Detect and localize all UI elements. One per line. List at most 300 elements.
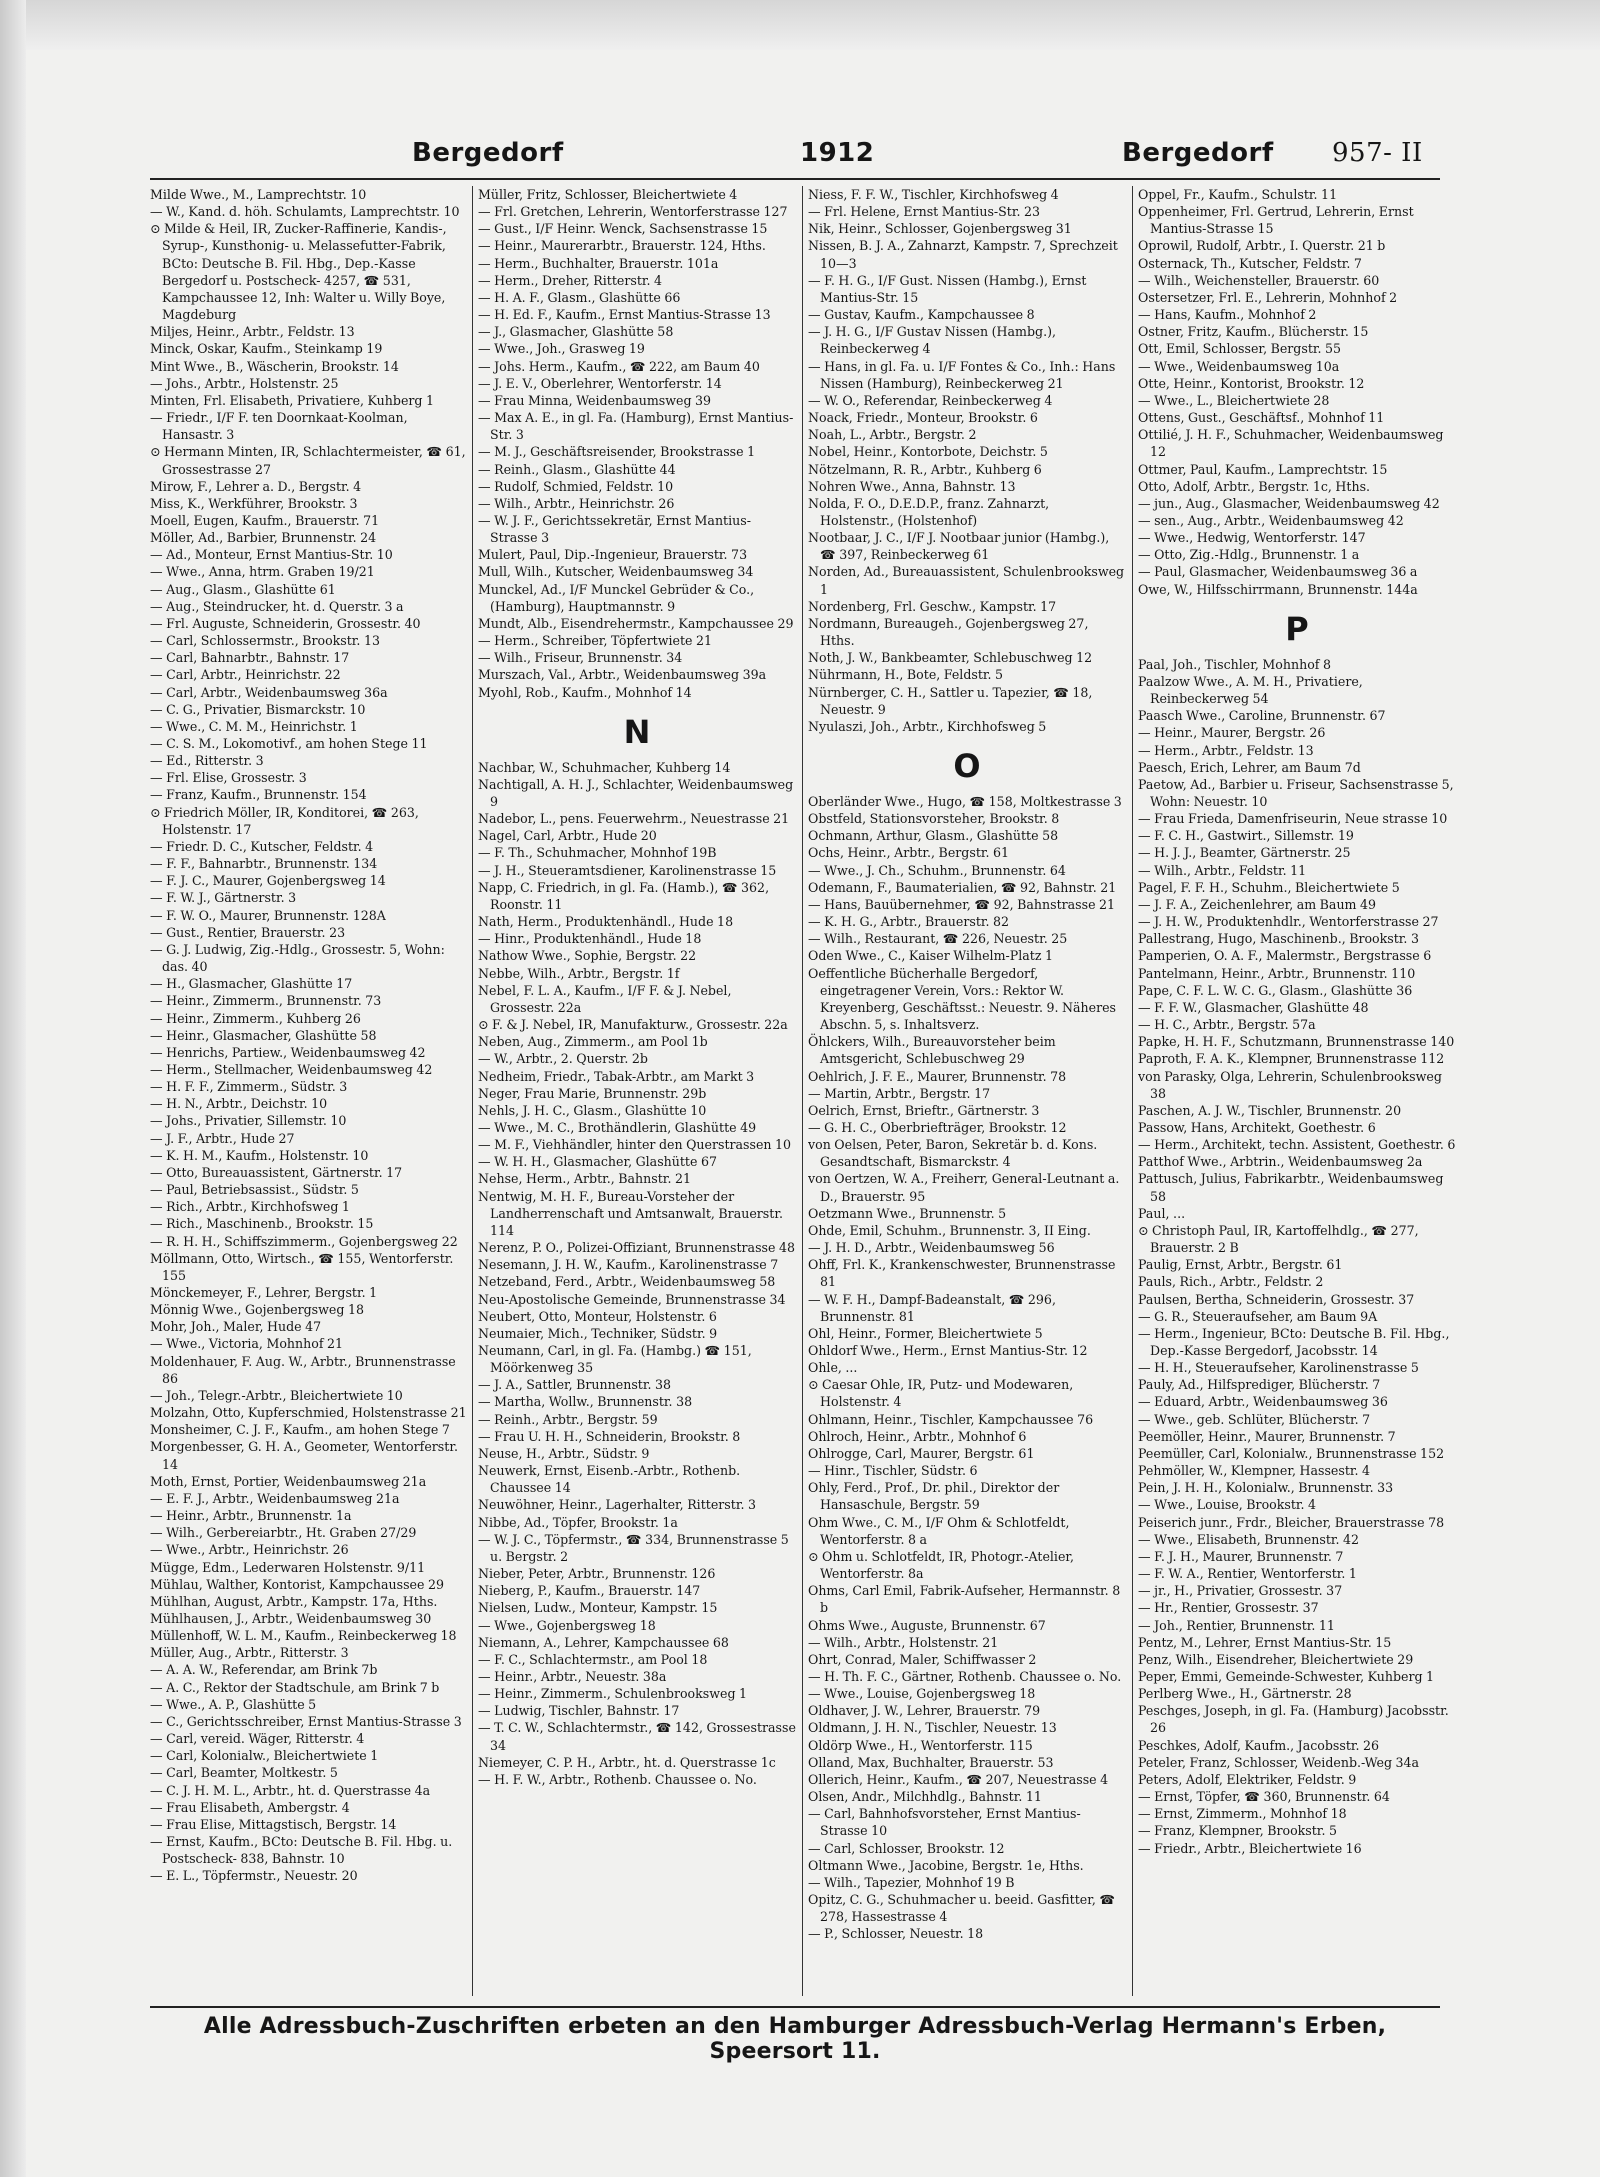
directory-entry: — G. H. C., Oberbriefträger, Brookstr. 12	[808, 1119, 1067, 1135]
directory-entry: — J. H. D., Arbtr., Weidenbaumsweg 56	[808, 1240, 1055, 1256]
directory-entry: — W., Kand. d. höh. Schulamts, Lamprechtstr. 10	[150, 204, 460, 220]
directory-entry: Murszach, Val., Arbtr., Weidenbaumsweg 39a	[478, 667, 767, 683]
directory-entry: — C. G., Privatier, Bismarckstr. 10	[150, 701, 366, 717]
directory-entry: Milde Wwe., M., Lamprechtstr. 10	[150, 187, 367, 202]
directory-entry: — Heinr., Arbtr., Brunnenstr. 1a	[150, 1508, 352, 1524]
directory-entry: Nebel, F. L. A., Kaufm., I/F F. & J. Nebel, Grossestr. 22a	[478, 982, 732, 1015]
directory-entry: — Wilh., Friseur, Brunnenstr. 34	[478, 650, 683, 666]
directory-entry: Paulsen, Bertha, Schneiderin, Grossestr. 37	[1138, 1291, 1415, 1307]
directory-entry: — Heinr., Glasmacher, Glashütte 58	[150, 1027, 377, 1043]
directory-entry: — H. F. W., Arbtr., Rothenb. Chaussee o. No.	[478, 1771, 757, 1787]
directory-entry: — Carl, Beamter, Moltkestr. 5	[150, 1765, 338, 1781]
directory-entry: — Herm., Dreher, Ritterstr. 4	[478, 272, 663, 288]
column-1	[150, 186, 468, 2000]
directory-entry: — jr., H., Privatier, Grossestr. 37	[1138, 1583, 1343, 1599]
page-header	[150, 138, 1440, 178]
scan-edge-top	[0, 0, 1600, 50]
directory-entry: — H. F. F., Zimmerm., Südstr. 3	[150, 1079, 348, 1095]
directory-entry: Nathow Wwe., Sophie, Bergstr. 22	[478, 948, 697, 964]
directory-entry: Peters, Adolf, Elektriker, Feldstr. 9	[1138, 1771, 1357, 1787]
directory-entry: — Carl, Arbtr., Weidenbaumsweg 36a	[150, 684, 388, 700]
directory-entry: Oehlrich, J. F. E., Maurer, Brunnenstr. 78	[808, 1068, 1067, 1084]
directory-entry: — Frau Minna, Weidenbaumsweg 39	[478, 392, 712, 408]
directory-entry: Papke, H. H. F., Schutzmann, Brunnenstrasse 140	[1138, 1034, 1455, 1050]
directory-entry: Oprowil, Rudolf, Arbtr., I. Querstr. 21 b	[1138, 238, 1386, 254]
directory-entry: — J. E. V., Oberlehrer, Wentorferstr. 14	[478, 375, 722, 391]
directory-entry: — Gust., I/F Heinr. Wenck, Sachsenstrasse 15	[478, 221, 768, 237]
directory-entry: ⊙ F. & J. Nebel, IR, Manufakturw., Grossestr. 22a	[478, 1017, 788, 1033]
directory-entry: — J. F. A., Zeichenlehrer, am Baum 49	[1138, 896, 1377, 912]
column-divider	[1132, 186, 1133, 1996]
directory-entry: Nobel, Heinr., Kontorbote, Deichstr. 5	[808, 444, 1048, 460]
directory-entry: Moth, Ernst, Portier, Weidenbaumsweg 21a	[150, 1473, 427, 1489]
directory-entry: — P., Schlosser, Neuestr. 18	[808, 1926, 984, 1942]
directory-entry: Otto, Adolf, Arbtr., Bergstr. 1c, Hths.	[1138, 478, 1371, 494]
directory-entry: Oelrich, Ernst, Brieftr., Gärtnerstr. 3	[808, 1102, 1040, 1118]
directory-entry: Ohde, Emil, Schuhm., Brunnenstr. 3, II Eing.	[808, 1222, 1091, 1238]
directory-entry: Paasch Wwe., Caroline, Brunnenstr. 67	[1138, 708, 1386, 724]
directory-entry: — Otto, Zig.-Hdlg., Brunnenstr. 1 a	[1138, 547, 1360, 563]
directory-entry: — Hr., Rentier, Grossestr. 37	[1138, 1600, 1319, 1616]
directory-entry: — Wwe., Joh., Grasweg 19	[478, 341, 645, 357]
directory-entry: Napp, C. Friedrich, in gl. Fa. (Hamb.), ☎ 362, Roonstr. 11	[478, 879, 770, 912]
directory-entry: Ohlrogge, Carl, Maurer, Bergstr. 61	[808, 1445, 1035, 1461]
directory-entry: — Carl, vereid. Wäger, Ritterstr. 4	[150, 1731, 365, 1747]
directory-entry: Nootbaar, J. C., I/F J. Nootbaar junior (Hambg.), ☎ 397, Reinbeckerweg 61	[808, 530, 1110, 563]
directory-entry: Nedheim, Friedr., Tabak-Arbtr., am Markt 3	[478, 1068, 755, 1084]
directory-entry: Ostner, Fritz, Kaufm., Blücherstr. 15	[1138, 324, 1369, 340]
directory-entry: Neumaier, Mich., Techniker, Südstr. 9	[478, 1325, 718, 1341]
directory-entry: — W. H. H., Glasmacher, Glashütte 67	[478, 1154, 717, 1170]
directory-entry: — Franz, Klempner, Brookstr. 5	[1138, 1823, 1337, 1839]
directory-entry: — Wwe., M. C., Brothändlerin, Glashütte 49	[478, 1119, 757, 1135]
directory-entry: — C. S. M., Lokomotivf., am hohen Stege 11	[150, 736, 428, 751]
directory-entry: — W. F. H., Dampf-Badeanstalt, ☎ 296, Brunnenstr. 81	[808, 1291, 1056, 1324]
directory-entry: — Joh., Telegr.-Arbtr., Bleichertwiete 10	[150, 1387, 403, 1403]
directory-entry: Myohl, Rob., Kaufm., Mohnhof 14	[478, 684, 692, 700]
directory-entry: Nordmann, Bureaugeh., Gojenbergsweg 27, Hths.	[808, 615, 1089, 649]
directory-entry: Olland, Max, Buchhalter, Brauerstr. 53	[808, 1754, 1054, 1770]
directory-entry: Peemöller, Heinr., Maurer, Brunnenstr. 7	[1138, 1428, 1396, 1444]
directory-entry: — Wilh., Tapezier, Mohnhof 19 B	[808, 1874, 1015, 1890]
directory-entry: — Frau Elisabeth, Ambergstr. 4	[150, 1799, 350, 1815]
scan-edge-left	[0, 0, 26, 2177]
directory-entry: Oldörp Wwe., H., Wentorferstr. 115	[808, 1737, 1033, 1753]
directory-entry: Niemann, A., Lehrer, Kampchaussee 68	[478, 1634, 729, 1650]
directory-entry: Nürnberger, C. H., Sattler u. Tapezier, ☎ 18, Neuestr. 9	[808, 684, 1093, 717]
directory-entry: Pentz, M., Lehrer, Ernst Mantius-Str. 15	[1138, 1634, 1392, 1650]
directory-entry: Perlberg Wwe., H., Gärtnerstr. 28	[1138, 1686, 1352, 1702]
directory-entry: — Frau Elise, Mittagstisch, Bergstr. 14	[150, 1816, 397, 1832]
directory-entry: Olsen, Andr., Milchhdlg., Bahnstr. 11	[808, 1789, 1042, 1805]
directory-entry: Ochs, Heinr., Arbtr., Bergstr. 61	[808, 845, 1010, 861]
directory-entry: Paproth, F. A. K., Klempner, Brunnenstrasse 112	[1138, 1051, 1445, 1067]
directory-entry: — Aug., Glasm., Glashütte 61	[150, 581, 336, 597]
directory-entry: — W. O., Referendar, Reinbeckerweg 4	[808, 392, 1053, 408]
directory-entry: Moell, Eugen, Kaufm., Brauerstr. 71	[150, 512, 380, 528]
directory-entry: von Oertzen, W. A., Freiherr, General-Leutnant a. D., Brauerstr. 95	[808, 1171, 1120, 1204]
directory-entry: Paalzow Wwe., A. M. H., Privatiere, Reinbeckerweg 54	[1138, 673, 1363, 707]
directory-entry: — Hans, Kaufm., Mohnhof 2	[1138, 307, 1317, 323]
directory-entry: Nibbe, Ad., Töpfer, Brookstr. 1a	[478, 1514, 678, 1530]
directory-entry: — K. H. M., Kaufm., Holstenstr. 10	[150, 1147, 369, 1163]
directory-entry: Ohms, Carl Emil, Fabrik-Aufseher, Hermannstr. 8 b	[808, 1583, 1121, 1616]
directory-entry: — Johs., Privatier, Sillemstr. 10	[150, 1113, 347, 1129]
directory-entry: Moldenhauer, F. Aug. W., Arbtr., Brunnenstrasse 86	[150, 1353, 456, 1386]
directory-entry: ⊙ Ohm u. Schlotfeldt, IR, Photogr.-Atelier, Wentorferstr. 8a	[808, 1548, 1075, 1582]
directory-entry: Noack, Friedr., Monteur, Brookstr. 6	[808, 410, 1038, 426]
directory-entry: Peschges, Joseph, in gl. Fa. (Hamburg) Jacobsstr. 26	[1138, 1703, 1449, 1736]
directory-entry: — E. L., Töpfermstr., Neuestr. 20	[150, 1868, 358, 1884]
directory-entry: Munckel, Ad., I/F Munckel Gebrüder & Co., (Hamburg), Hauptmannstr. 9	[478, 581, 755, 614]
directory-entry: Ottilié, J. H. F., Schuhmacher, Weidenbaumsweg 12	[1138, 427, 1444, 460]
directory-entry: Miss, K., Werkführer, Brookstr. 3	[150, 495, 358, 511]
directory-entry: Oldhaver, J. W., Lehrer, Brauerstr. 79	[808, 1703, 1041, 1719]
directory-entry: Ollerich, Heinr., Kaufm., ☎ 207, Neuestrasse 4	[808, 1771, 1109, 1787]
directory-entry: ⊙ Milde & Heil, IR, Zucker-Raffinerie, Kandis-, Syrup-, Kunsthonig- u. Melassefutter-Fabrik, BCto: Deutsche B. Fil. Hbg., Dep.-Kasse Bergedorf u. Postscheck- 4257, ☎ 531, Kampchaussee 12, Inh: Walter u. Willy Boye, Magdeburg	[150, 221, 447, 323]
directory-entry: — Paul, Glasmacher, Weidenbaumsweg 36 a	[1138, 564, 1418, 580]
directory-entry: Oberländer Wwe., Hugo, ☎ 158, Moltkestrasse 3	[808, 794, 1122, 809]
directory-entry: Norden, Ad., Bureauassistent, Schulenbrooksweg 1	[808, 564, 1125, 597]
directory-entry: — W., Arbtr., 2. Querstr. 2b	[478, 1051, 648, 1067]
directory-entry: Ohm Wwe., C. M., I/F Ohm & Schlotfeldt, Wentorferstr. 8 a	[808, 1514, 1070, 1547]
directory-entry: — Wwe., Weidenbaumsweg 10a	[1138, 358, 1340, 374]
directory-entry: Nissen, B. J. A., Zahnarzt, Kampstr. 7, Sprechzeit 10—3	[808, 238, 1118, 271]
directory-entry: Morgenbesser, G. H. A., Geometer, Wentorferstr. 14	[150, 1439, 458, 1472]
directory-entry: Neu-Apostolische Gemeinde, Brunnenstrasse 34	[478, 1291, 786, 1307]
directory-entry: — Wilh., Restaurant, ☎ 226, Neuestr. 25	[808, 931, 1068, 947]
directory-entry: Mühlhausen, J., Arbtr., Weidenbaumsweg 30	[150, 1610, 432, 1626]
directory-entry: — F. W. J., Gärtnerstr. 3	[150, 890, 297, 906]
footer-rule	[150, 2006, 1440, 2008]
directory-entry: Paetow, Ad., Barbier u. Friseur, Sachsenstrasse 5, Wohn: Neuestr. 10	[1138, 776, 1454, 809]
directory-entry: — Carl, Bahnarbtr., Bahnstr. 17	[150, 650, 350, 666]
directory-entry: Nadebor, L., pens. Feuerwehrm., Neuestrasse 21	[478, 811, 790, 827]
directory-entry: — Carl, Schlosser, Brookstr. 12	[808, 1840, 1005, 1856]
publisher-footer: Alle Adressbuch-Zuschriften erbeten an den Hamburger Adressbuch-Verlag Hermann's Erben, Speersort 11.	[203, 2014, 1387, 2064]
header-right: Bergedorf	[1122, 138, 1274, 168]
directory-entry: Mühlhan, August, Arbtr., Kampstr. 17a, Hths.	[150, 1593, 438, 1609]
directory-entry: — Herm., Buchhalter, Brauerstr. 101a	[478, 255, 719, 271]
directory-entry: Pagel, F. F. H., Schuhm., Bleichertwiete 5	[1138, 879, 1400, 895]
directory-entry: — H. Ed. F., Kaufm., Ernst Mantius-Strasse 13	[478, 307, 771, 323]
directory-entry: Nohren Wwe., Anna, Bahnstr. 13	[808, 478, 1016, 494]
directory-entry: — Carl, Kolonialw., Bleichertwiete 1	[150, 1748, 379, 1764]
directory-entry: Peemüller, Carl, Kolonialw., Brunnenstrasse 152	[1138, 1445, 1445, 1461]
directory-entry: Ohms Wwe., Auguste, Brunnenstr. 67	[808, 1617, 1046, 1633]
directory-entry: Noth, J. W., Bankbeamter, Schlebuschweg 12	[808, 650, 1093, 666]
directory-entry: — C., Gerichtsschreiber, Ernst Mantius-Strasse 3	[150, 1713, 462, 1729]
directory-entry: — Heinr., Maurer, Bergstr. 26	[1138, 725, 1326, 741]
directory-entry: — F. H. G., I/F Gust. Nissen (Hambg.), Ernst Mantius-Str. 15	[808, 272, 1087, 305]
directory-entry: — F. C., Schlachtermstr., am Pool 18	[478, 1651, 708, 1667]
directory-entry: Oetzmann Wwe., Brunnenstr. 5	[808, 1205, 1007, 1221]
directory-entry: Ohly, Ferd., Prof., Dr. phil., Direktor der Hansaschule, Bergstr. 59	[808, 1480, 1060, 1513]
directory-entry: Pauly, Ad., Hilfsprediger, Blücherstr. 7	[1138, 1377, 1381, 1393]
directory-entry: von Oelsen, Peter, Baron, Sekretär b. d. Kons. Gesandtschaft, Bismarckstr. 4	[808, 1137, 1098, 1170]
directory-entry: — F. F. W., Glasmacher, Glashütte 48	[1138, 999, 1369, 1015]
directory-entry: Nagel, Carl, Arbtr., Hude 20	[478, 828, 657, 844]
directory-entry: — H. A. F., Glasm., Glashütte 66	[478, 289, 681, 305]
directory-entry: Neuse, H., Arbtr., Südstr. 9	[478, 1445, 650, 1461]
directory-entry: — Heinr., Zimmerm., Kuhberg 26	[150, 1010, 361, 1026]
directory-entry: Niess, F. F. W., Tischler, Kirchhofsweg 4	[808, 187, 1059, 202]
directory-entry: — Johs. Herm., Kaufm., ☎ 222, am Baum 40	[478, 358, 760, 374]
directory-entry: — Wilh., Gerbereiarbtr., Ht. Graben 27/29	[150, 1525, 417, 1541]
directory-entry: — Otto, Bureauassistent, Gärtnerstr. 17	[150, 1164, 403, 1180]
directory-entry: — F. C. H., Gastwirt., Sillemstr. 19	[1138, 828, 1354, 844]
directory-entry: Oldmann, J. H. N., Tischler, Neuestr. 13	[808, 1720, 1057, 1736]
directory-entry: Nieber, Peter, Arbtr., Brunnenstr. 126	[478, 1566, 716, 1582]
directory-entry: Oppenheimer, Frl. Gertrud, Lehrerin, Ernst Mantius-Strasse 15	[1138, 204, 1414, 237]
directory-entry: Mirow, F., Lehrer a. D., Bergstr. 4	[150, 478, 362, 494]
directory-entry: Paulig, Ernst, Arbtr., Bergstr. 61	[1138, 1257, 1343, 1273]
directory-entry: Mint Wwe., B., Wäscherin, Brookstr. 14	[150, 358, 399, 374]
directory-entry: Nath, Herm., Produktenhändl., Hude 18	[478, 914, 734, 930]
directory-entry: — Joh., Rentier, Brunnenstr. 11	[1138, 1617, 1335, 1633]
directory-entry: Oppel, Fr., Kaufm., Schulstr. 11	[1138, 187, 1338, 202]
directory-entry: Nötzelmann, R. R., Arbtr., Kuhberg 6	[808, 461, 1042, 477]
directory-entry: — Wwe., Louise, Brookstr. 4	[1138, 1497, 1317, 1513]
directory-entry: Minten, Frl. Elisabeth, Privatiere, Kuhberg 1	[150, 392, 435, 408]
column-divider	[472, 186, 473, 1996]
directory-entry: Pantelmann, Heinr., Arbtr., Brunnenstr. 110	[1138, 965, 1416, 981]
directory-entry: Pamperien, O. A. F., Malermstr., Bergstrasse 6	[1138, 948, 1432, 964]
directory-entry: Monsheimer, C. J. F., Kaufm., am hohen Stege 7	[150, 1422, 450, 1438]
directory-entry: — W. J. F., Gerichtssekretär, Ernst Mantius-Strasse 3	[478, 512, 751, 546]
directory-entry: Nebbe, Wilh., Arbtr., Bergstr. 1f	[478, 965, 680, 981]
directory-entry: — Wwe., Gojenbergsweg 18	[478, 1617, 656, 1633]
directory-entry: Nehls, J. H. C., Glasm., Glashütte 10	[478, 1102, 707, 1118]
directory-entry: Nielsen, Ludw., Monteur, Kampstr. 15	[478, 1600, 718, 1616]
directory-entry: — Martha, Wollw., Brunnenstr. 38	[478, 1394, 693, 1410]
directory-entry: — Ed., Ritterstr. 3	[150, 753, 264, 769]
directory-entry: — Wwe., A. P., Glashütte 5	[150, 1696, 317, 1712]
directory-entry: — J. H., Steueramtsdiener, Karolinenstrasse 15	[478, 862, 777, 878]
directory-entry: — Rich., Arbtr., Kirchhofsweg 1	[150, 1199, 350, 1215]
directory-entry: — F. F., Bahnarbtr., Brunnenstr. 134	[150, 856, 378, 872]
directory-entry: — Herm., Architekt, techn. Assistent, Goethestr. 6	[1138, 1137, 1456, 1153]
directory-entry: Paschen, A. J. W., Tischler, Brunnenstr. 20	[1138, 1102, 1402, 1118]
directory-entry: — F. W. O., Maurer, Brunnenstr. 128A	[150, 907, 386, 923]
directory-entry: Müllenhoff, W. L. M., Kaufm., Reinbeckerweg 18	[150, 1628, 457, 1644]
directory-entry: — Herm., Schreiber, Töpfertwiete 21	[478, 633, 713, 649]
directory-entry: Möllmann, Otto, Wirtsch., ☎ 155, Wentorferstr. 155	[150, 1250, 454, 1283]
header-year: 1912	[800, 138, 875, 168]
directory-entry: — C. J. H. M. L., Arbtr., ht. d. Querstrasse 4a	[150, 1782, 431, 1798]
directory-entry: — J. H. G., I/F Gustav Nissen (Hambg.), Reinbeckerweg 4	[808, 324, 1056, 357]
directory-entry: Müller, Fritz, Schlosser, Bleichertwiete 4	[478, 187, 738, 202]
directory-entry: Neuwerk, Ernst, Eisenb.-Arbtr., Rothenb. Chaussee 14	[478, 1463, 741, 1496]
directory-entry: — Wilh., Arbtr., Holstenstr. 21	[808, 1634, 999, 1650]
directory-entry: Mönckemeyer, F., Lehrer, Bergstr. 1	[150, 1285, 378, 1300]
directory-entry: Odemann, F., Baumaterialien, ☎ 92, Bahnstr. 21	[808, 879, 1117, 895]
directory-entry: — A. A. W., Referendar, am Brink 7b	[150, 1662, 378, 1678]
directory-entry: — Reinh., Arbtr., Bergstr. 59	[478, 1411, 658, 1427]
directory-entry: Otte, Heinr., Kontorist, Brookstr. 12	[1138, 375, 1365, 391]
directory-entry: — Wwe., geb. Schlüter, Blücherstr. 7	[1138, 1411, 1371, 1427]
directory-entry: Müller, Aug., Arbtr., Ritterstr. 3	[150, 1645, 349, 1661]
directory-entry: — Franz, Kaufm., Brunnenstr. 154	[150, 787, 367, 803]
directory-entry: — R. H. H., Schiffszimmerm., Gojenbergsweg 22	[150, 1233, 458, 1249]
directory-entry: Nieberg, P., Kaufm., Brauerstr. 147	[478, 1583, 701, 1599]
directory-entry: — Wwe., Elisabeth, Brunnenstr. 42	[1138, 1531, 1360, 1547]
directory-entry: — H. H., Steueraufseher, Karolinenstrasse 5	[1138, 1360, 1419, 1376]
directory-entry: Nührmann, H., Bote, Feldstr. 5	[808, 667, 1004, 683]
directory-entry: — Aug., Steindrucker, ht. d. Querstr. 3 a	[150, 598, 404, 614]
directory-entry: Oeffentliche Bücherhalle Bergedorf, eingetragener Verein, Vors.: Rektor W. Kreyenberg, Geschäftsst.: Neuestr. 9. Näheres Abschn. 5, s. Inhaltsverz.	[808, 965, 1117, 1033]
directory-entry: — Paul, Betriebsassist., Südstr. 5	[150, 1182, 359, 1198]
directory-entry: Oltmann Wwe., Jacobine, Bergstr. 1e, Hths.	[808, 1857, 1084, 1873]
directory-entry: — Wilh., Arbtr., Feldstr. 11	[1138, 862, 1307, 878]
directory-entry: — H. Th. F. C., Gärtner, Rothenb. Chaussee o. No.	[808, 1668, 1122, 1684]
directory-entry: — Eduard, Arbtr., Weidenbaumsweg 36	[1138, 1394, 1388, 1410]
directory-entry: — Friedr. D. C., Kutscher, Feldstr. 4	[150, 838, 374, 854]
directory-entry: Peteler, Franz, Schlosser, Weidenb.-Weg 34a	[1138, 1754, 1420, 1770]
directory-entry: — Johs., Arbtr., Holstenstr. 25	[150, 375, 339, 391]
directory-entry: — Ad., Monteur, Ernst Mantius-Str. 10	[150, 547, 393, 563]
directory-entry: — F. J. C., Maurer, Gojenbergsweg 14	[150, 873, 386, 889]
directory-entry: Neben, Aug., Zimmerm., am Pool 1b	[478, 1034, 708, 1050]
directory-entry: Opitz, C. G., Schuhmacher u. beeid. Gasfitter, ☎ 278, Hassestrasse 4	[808, 1892, 1116, 1925]
directory-entry: Obstfeld, Stationsvorsteher, Brookstr. 8	[808, 811, 1060, 827]
directory-entry: Ohle, ...	[808, 1360, 858, 1376]
directory-entry: — Hans, in gl. Fa. u. I/F Fontes & Co., Inh.: Hans Nissen (Hamburg), Reinbeckerweg 21	[808, 358, 1116, 391]
directory-entry: Penz, Wilh., Eisendreher, Bleichertwiete 29	[1138, 1651, 1414, 1667]
directory-entry: — Frl. Helene, Ernst Mantius-Str. 23	[808, 204, 1041, 220]
column-4	[1138, 186, 1456, 2000]
directory-entry: — Hinr., Produktenhändl., Hude 18	[478, 931, 702, 947]
directory-entry: — Gust., Rentier, Brauerstr. 23	[150, 924, 346, 940]
directory-entry: — Gustav, Kaufm., Kampchaussee 8	[808, 307, 1035, 323]
directory-entry: Molzahn, Otto, Kupferschmied, Holstenstrasse 21	[150, 1405, 467, 1421]
directory-entry: — T. C. W., Schlachtermstr., ☎ 142, Grossestrasse 34	[478, 1720, 796, 1753]
directory-entry: Peschkes, Adolf, Kaufm., Jacobsstr. 26	[1138, 1737, 1380, 1753]
directory-entry: — Max A. E., in gl. Fa. (Hamburg), Ernst Mantius-Str. 3	[478, 410, 794, 443]
directory-entry: — Heinr., Maurerarbtr., Brauerstr. 124, Hths.	[478, 238, 766, 254]
directory-entry: Ottens, Gust., Geschäftsf., Mohnhof 11	[1138, 410, 1385, 426]
directory-entry: Osternack, Th., Kutscher, Feldstr. 7	[1138, 255, 1362, 271]
directory-entry: — G. R., Steueraufseher, am Baum 9A	[1138, 1308, 1378, 1324]
directory-entry: Pein, J. H. H., Kolonialw., Brunnenstr. 33	[1138, 1480, 1394, 1496]
directory-entry: Peper, Emmi, Gemeinde-Schwester, Kuhberg 1	[1138, 1668, 1435, 1684]
directory-entry: Nerenz, P. O., Polizei-Offiziant, Brunnenstrasse 48	[478, 1240, 795, 1256]
directory-entry: Neubert, Otto, Monteur, Holstenstr. 6	[478, 1308, 717, 1324]
directory-entry: Neger, Frau Marie, Brunnenstr. 29b	[478, 1085, 707, 1101]
column-3	[808, 186, 1126, 2000]
directory-entry: — W. J. C., Töpfermstr., ☎ 334, Brunnenstrasse 5 u. Bergstr. 2	[478, 1531, 789, 1564]
directory-entry: — M. J., Geschäftsreisender, Brookstrasse 1	[478, 444, 756, 460]
column-divider	[802, 186, 803, 1996]
directory-entry: — Ernst, Kaufm., BCto: Deutsche B. Fil. Hbg. u. Postscheck- 838, Bahnstr. 10	[150, 1834, 453, 1867]
directory-entry: Nordenberg, Frl. Geschw., Kampstr. 17	[808, 598, 1057, 614]
directory-entry: Miljes, Heinr., Arbtr., Feldstr. 13	[150, 324, 355, 340]
header-left: Bergedorf	[412, 138, 564, 168]
directory-entry: Pattusch, Julius, Fabrikarbtr., Weidenbaumsweg 58	[1138, 1171, 1444, 1204]
directory-entry: — Wilh., Arbtr., Heinrichstr. 26	[478, 495, 675, 511]
directory-entry: — J. F., Arbtr., Hude 27	[150, 1130, 295, 1146]
directory-entry: Paesch, Erich, Lehrer, am Baum 7d	[1138, 759, 1361, 775]
directory-entry: Mühlau, Walther, Kontorist, Kampchaussee 29	[150, 1576, 444, 1592]
directory-entry: Neuwöhner, Heinr., Lagerhalter, Ritterstr. 3	[478, 1497, 756, 1513]
directory-entry: Ott, Emil, Schlosser, Bergstr. 55	[1138, 341, 1342, 357]
directory-entry: — G. J. Ludwig, Zig.-Hdlg., Grossestr. 5, Wohn: das. 40	[150, 941, 445, 975]
directory-entry: — Ernst, Zimmerm., Mohnhof 18	[1138, 1806, 1347, 1822]
directory-entry: Möller, Ad., Barbier, Brunnenstr. 24	[150, 530, 377, 546]
directory-entry: Pehmöller, W., Klempner, Hassestr. 4	[1138, 1463, 1371, 1479]
directory-entry: — Herm., Stellmacher, Weidenbaumsweg 42	[150, 1061, 433, 1077]
directory-entry: Noah, L., Arbtr., Bergstr. 2	[808, 427, 977, 443]
directory-entry: — Rudolf, Schmied, Feldstr. 10	[478, 478, 674, 494]
directory-entry: — Ernst, Töpfer, ☎ 360, Brunnenstr. 64	[1138, 1789, 1390, 1805]
section-letter: N	[623, 712, 651, 751]
section-letter: P	[1285, 609, 1309, 648]
directory-entry: Ohff, Frl. K., Krankenschwester, Brunnenstrasse 81	[808, 1257, 1116, 1290]
directory-entry: — Wwe., Louise, Gojenbergsweg 18	[808, 1686, 1036, 1702]
directory-entry: Pauls, Rich., Arbtr., Feldstr. 2	[1138, 1274, 1324, 1290]
directory-entry: Paal, Joh., Tischler, Mohnhof 8	[1138, 656, 1331, 672]
page-number: 957- II	[1332, 138, 1423, 168]
directory-entry: — H. C., Arbtr., Bergstr. 57a	[1138, 1017, 1316, 1033]
directory-entry: Pallestrang, Hugo, Maschinenb., Brookstr. 3	[1138, 931, 1419, 947]
directory-entry: Mügge, Edm., Lederwaren Holstenstr. 9/11	[150, 1559, 426, 1575]
directory-entry: Ohrt, Conrad, Maler, Schiffwasser 2	[808, 1651, 1037, 1667]
directory-entry: ⊙ Christoph Paul, IR, Kartoffelhdlg., ☎ 277, Brauerstr. 2 B	[1138, 1222, 1419, 1256]
directory-entry: — Friedr., Arbtr., Bleichertwiete 16	[1138, 1840, 1362, 1856]
directory-entry: Ohldorf Wwe., Herm., Ernst Mantius-Str. 12	[808, 1343, 1088, 1358]
directory-entry: — Heinr., Zimmerm., Brunnenstr. 73	[150, 993, 382, 1009]
directory-entry: Oden Wwe., C., Kaiser Wilhelm-Platz 1	[808, 948, 1054, 964]
directory-entry: — Carl, Arbtr., Heinrichstr. 22	[150, 667, 341, 683]
directory-entry: — Carl, Schlossermstr., Brookstr. 13	[150, 633, 380, 649]
directory-entry: — J. H. W., Produktenhdlr., Wentorferstrasse 27	[1138, 914, 1439, 930]
directory-entry: Nolda, F. O., D.E.D.P., franz. Zahnarzt, Holstenstr., (Holstenhof)	[808, 495, 1050, 528]
directory-entry: — Frl. Elise, Grossestr. 3	[150, 770, 307, 786]
directory-entry: ⊙ Friedrich Möller, IR, Konditorei, ☎ 263, Holstenstr. 17	[150, 804, 419, 837]
directory-entry: — Wwe., Anna, htrm. Graben 19/21	[150, 564, 375, 580]
directory-entry: ⊙ Hermann Minten, IR, Schlachtermeister, ☎ 61, Grossestrasse 27	[150, 444, 466, 477]
directory-entry: — Wilh., Weichensteller, Brauerstr. 60	[1138, 272, 1380, 288]
directory-entry: Nachtigall, A. H. J., Schlachter, Weidenbaumsweg 9	[478, 776, 794, 809]
directory-entry: — F. J. H., Maurer, Brunnenstr. 7	[1138, 1548, 1344, 1564]
directory-entry: — Wwe., L., Bleichertwiete 28	[1138, 392, 1330, 408]
directory-entry: Paul, ...	[1138, 1205, 1186, 1221]
directory-entry: — Friedr., I/F F. ten Doornkaat-Koolman, Hansastr. 3	[150, 410, 408, 443]
directory-entry: — jun., Aug., Glasmacher, Weidenbaumsweg 42	[1138, 495, 1440, 511]
directory-entry: — Henrichs, Partiew., Weidenbaumsweg 42	[150, 1044, 426, 1060]
directory-entry: — J., Glasmacher, Glashütte 58	[478, 324, 674, 340]
directory-entry: — F. W. A., Rentier, Wentorferstr. 1	[1138, 1566, 1357, 1582]
directory-entry: — K. H. G., Arbtr., Brauerstr. 82	[808, 914, 1010, 930]
directory-entry: Peiserich junr., Frdr., Bleicher, Brauerstrasse 78	[1138, 1514, 1445, 1530]
directory-entry: — Frl. Auguste, Schneiderin, Grossestr. 40	[150, 615, 421, 631]
directory-entry: — E. F. J., Arbtr., Weidenbaumsweg 21a	[150, 1490, 400, 1506]
directory-entry: — Wwe., C. M. M., Heinrichstr. 1	[150, 718, 358, 734]
directory-entry: — Frl. Gretchen, Lehrerin, Wentorferstrasse 127	[478, 204, 788, 220]
directory-entry: Nachbar, W., Schuhmacher, Kuhberg 14	[478, 759, 731, 775]
directory-entry: — Carl, Bahnhofsvorsteher, Ernst Mantius-Strasse 10	[808, 1806, 1081, 1839]
directory-entry: — Frau Frieda, Damenfriseurin, Neue strasse 10	[1138, 811, 1448, 827]
directory-entry: — J. A., Sattler, Brunnenstr. 38	[478, 1377, 672, 1393]
directory-entry: Pape, C. F. L. W. C. G., Glasm., Glashütte 36	[1138, 982, 1413, 998]
directory-entry: von Parasky, Olga, Lehrerin, Schulenbrooksweg 38	[1138, 1068, 1442, 1101]
section-letter: O	[953, 747, 981, 785]
directory-entry: — M. F., Viehhändler, hinter den Querstrassen 10	[478, 1137, 792, 1153]
directory-entry: — Frau U. H. H., Schneiderin, Brookstr. 8	[478, 1428, 741, 1444]
directory-entry: — A. C., Rektor der Stadtschule, am Brink 7 b	[150, 1679, 440, 1695]
directory-entry: — Wwe., Victoria, Mohnhof 21	[150, 1336, 344, 1352]
directory-entry: — Herm., Ingenieur, BCto: Deutsche B. Fil. Hbg., Dep.-Kasse Bergedorf, Jacobsstr. 14	[1138, 1325, 1450, 1358]
